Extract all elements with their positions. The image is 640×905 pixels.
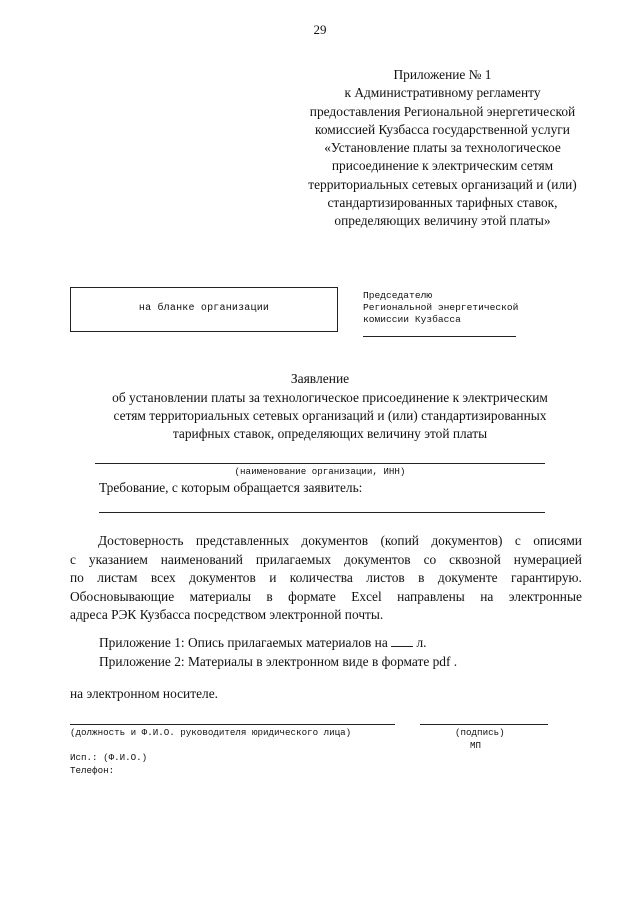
executor-block [70, 752, 147, 777]
body-line [70, 532, 582, 551]
position-name-blank [70, 724, 395, 725]
signature-caption: (подпись) [455, 727, 505, 738]
attachments-list [99, 634, 457, 671]
addressee-line: Председателю [363, 290, 433, 301]
requirement-blank [99, 512, 545, 513]
appendix-header-line: к Административному регламенту [344, 85, 541, 101]
word: электронные [508, 588, 582, 604]
statement-title: Заявление [290, 371, 350, 386]
addressee-line: комиссии Кузбасса [363, 314, 461, 325]
word: со [423, 551, 437, 567]
requirement-label: Требование, с которым обращается заявитель: [99, 480, 363, 495]
word: на [480, 588, 494, 604]
word: листов [366, 570, 405, 585]
appendix-header-line: определяющих величину этой платы» [334, 213, 551, 229]
word: сквозной [449, 551, 501, 567]
statement-subtitle [70, 389, 590, 444]
seal-label: МП [470, 740, 482, 751]
word: с [514, 533, 521, 548]
statement-subtitle-line: сетям территориальных сетевых организаций и (или) стандартизированных [113, 408, 547, 424]
body-line: адреса РЭК Кузбасса посредством электронной почты. [70, 607, 384, 622]
word: наименований [160, 551, 243, 567]
word: и [269, 570, 277, 585]
word: представленных [195, 533, 290, 548]
body-line [70, 551, 582, 570]
word: количества [289, 570, 353, 585]
appendix-header [275, 66, 610, 231]
appendix-header-line: предоставления Региональной энергетической [309, 103, 576, 119]
body-line [70, 588, 582, 607]
word: документов [301, 533, 369, 548]
word: нумерацией [513, 551, 582, 567]
statement-subtitle-line: об установлении платы за технологическое присоединение к электрическим [112, 390, 548, 405]
addressee-block [363, 290, 563, 326]
addressee-name-blank [363, 336, 516, 337]
word: описями [533, 533, 582, 548]
letterhead-box [70, 287, 338, 332]
attachment-item-2: Приложение 2: Материалы в электронном виде в формате pdf . [99, 653, 458, 669]
word: с [70, 551, 76, 567]
sheet-count-blank [391, 634, 413, 647]
word: прилагаемых [255, 551, 332, 567]
organization-name-blank [95, 463, 545, 464]
word: Excel [351, 588, 382, 604]
position-caption: (должность и Ф.И.О. руководителя юридического лица) [70, 727, 352, 738]
appendix-header-line: Приложение № 1 [393, 67, 492, 82]
word: документов [189, 570, 256, 585]
word: гарантирую. [511, 570, 582, 585]
media-note: на электронном носителе. [70, 686, 218, 701]
word: по [70, 570, 84, 585]
body-paragraph [70, 532, 582, 625]
appendix-header-line: стандартизированных тарифных ставок, [327, 195, 558, 211]
signature-blank [420, 724, 548, 725]
word: в [418, 570, 425, 585]
executor-phone: Телефон: [70, 764, 115, 776]
letterhead-label: на бланке организации [138, 303, 270, 314]
organization-caption: (наименование организации, ИНН) [234, 466, 406, 477]
attachment-item-1 [99, 634, 457, 653]
word: Обосновывающие [70, 588, 175, 604]
word: документов [344, 551, 411, 567]
appendix-header-line: комиссией Кузбасса государственной услуги [315, 121, 570, 137]
page-number: 29 [313, 22, 327, 37]
word: всех [150, 570, 176, 585]
word: документе [437, 570, 498, 585]
body-line [70, 569, 582, 588]
word: листам [97, 570, 138, 585]
word: направлены [397, 588, 465, 604]
word: материалы [189, 588, 251, 604]
word: в [266, 588, 273, 604]
appendix-header-line: территориальных сетевых организаций и (или) [308, 176, 577, 192]
word: Достоверность [98, 533, 184, 548]
word: указанием [88, 551, 148, 567]
addressee-line: Региональной энергетической [363, 302, 519, 313]
attachment-item-1-unit: л. [416, 635, 427, 650]
attachment-item-1-text: Приложение 1: Опись прилагаемых материалов на [99, 635, 388, 650]
executor-name: Исп.: (Ф.И.О.) [70, 752, 148, 763]
word: документов) [431, 533, 503, 548]
appendix-header-line: присоединение к электрическим сетям [331, 158, 554, 174]
word: (копий [380, 533, 419, 548]
word: формате [288, 588, 336, 604]
appendix-header-line: «Установление платы за технологическое [324, 140, 561, 156]
statement-subtitle-line: тарифных ставок, определяющих величину этой платы [172, 426, 488, 442]
